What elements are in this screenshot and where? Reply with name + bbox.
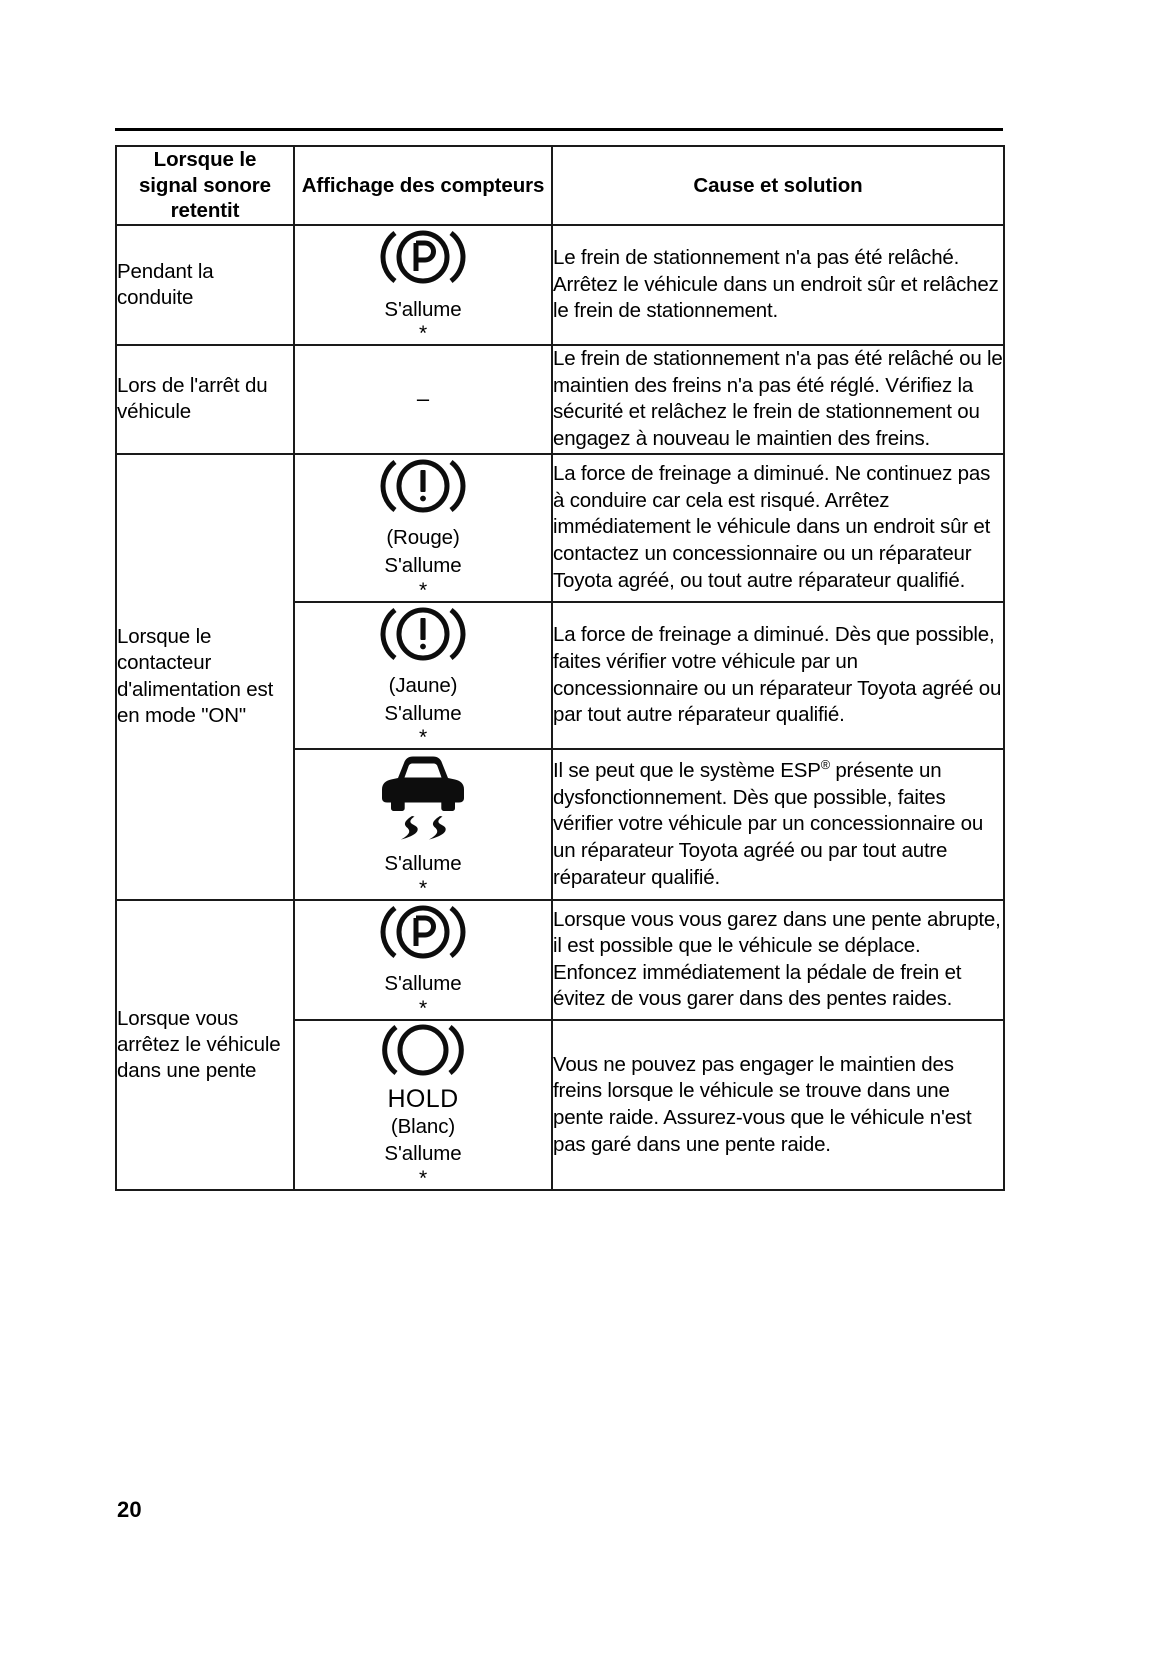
hold-text-label: HOLD [387, 1084, 459, 1113]
display-color-label: (Rouge) [386, 526, 460, 550]
header-line-1: Lorsque le [153, 148, 257, 171]
column-header-cause: Cause et solution [552, 146, 1004, 225]
display-label: S'allume [384, 1142, 462, 1166]
cause-cell: Le frein de stationnement n'a pas été relâché. Arrêtez le véhicule dans un endroit sûr et relâchez le frein de stationnement. [552, 225, 1004, 345]
brake-warning-exclamation-icon [295, 603, 551, 672]
header-line-2: signal sonore [139, 173, 271, 197]
display-label: S'allume [384, 297, 462, 321]
table-row [116, 454, 1004, 602]
parking-brake-p-icon [295, 226, 551, 295]
cause-cell: La force de freinage a diminué. Ne continuez pas à conduire car cela est risqué. Arrêtez immédiatement le véhicule dans un endroit sûr et contactez un concessionnaire ou un réparateur Toyota agréé, ou tout autre réparateur qualifié. [552, 454, 1004, 602]
display-cell-brake-warning-red [294, 454, 552, 602]
display-cell-none [294, 345, 552, 454]
parking-brake-p-icon [295, 901, 551, 970]
cause-cell: Lorsque vous vous garez dans une pente abrupte, il est possible que le véhicule se déplace. Enfoncez immédiatement la pédale de frein et évitez de vous garer dans des pentes raides. [552, 900, 1004, 1020]
cause-text-after-reg: présente un dysfonctionnement. Dès que possible, faites vérifier votre véhicule par un concessionnaire ou un réparateur Toyota agréé ou par tout autre réparateur qualifié. [553, 758, 984, 889]
column-header-condition [116, 146, 294, 225]
table-row [116, 345, 1004, 454]
condition-cell-slope: Lorsque vous arrêtez le véhicule dans une pente [116, 900, 294, 1190]
display-label: S'allume [384, 972, 462, 996]
column-header-display: Affichage des compteurs [294, 146, 552, 225]
page-number: 20 [117, 1497, 142, 1522]
display-cell-parking-brake-slope [294, 900, 552, 1020]
table-row [116, 900, 1004, 1020]
brake-hold-icon [295, 1021, 551, 1086]
display-cell-esp [294, 749, 552, 899]
footnote-asterisk: * [418, 578, 428, 602]
display-label: S'allume [384, 701, 462, 725]
footnote-asterisk: * [418, 996, 428, 1020]
cause-text-before-reg: Il se peut que le système ESP [553, 758, 821, 782]
cause-cell: La force de freinage a diminué. Dès que possible, faites vérifier votre véhicule par un concessionnaire ou un réparateur Toyota agréé ou par tout autre réparateur qualifié. [552, 602, 1004, 750]
footnote-asterisk: * [418, 726, 428, 750]
display-label: S'allume [384, 852, 462, 876]
condition-cell-driving: Pendant la conduite [116, 225, 294, 345]
registered-trademark-icon: ® [820, 757, 830, 773]
table-header-row [116, 146, 1004, 225]
display-cell-brake-hold [294, 1020, 552, 1190]
warning-indicators-table [115, 145, 1005, 1191]
table-row [116, 225, 1004, 345]
footnote-asterisk: * [418, 876, 428, 900]
display-label: S'allume [384, 553, 462, 577]
display-color-label: (Blanc) [390, 1114, 456, 1138]
header-rule [115, 128, 1003, 131]
cause-cell: Vous ne pouvez pas engager le maintien des freins lorsque le véhicule se trouve dans une pente raide. Assurez-vous que le véhicule n'est pas garé dans une pente raide. [552, 1020, 1004, 1190]
display-cell-brake-warning-yellow [294, 602, 552, 750]
header-line-3: retentit [170, 199, 240, 223]
no-display-dash: – [416, 386, 430, 412]
condition-cell-stopping: Lors de l'arrêt du véhicule [116, 345, 294, 454]
footnote-asterisk: * [418, 1167, 428, 1191]
footnote-asterisk: * [418, 322, 428, 346]
esp-skid-car-icon [295, 750, 551, 849]
condition-cell-power-on: Lorsque le contacteur d'alimentation est en mode "ON" [116, 454, 294, 900]
display-color-label: (Jaune) [388, 674, 458, 698]
cause-cell: Le frein de stationnement n'a pas été relâché ou le maintien des freins n'a pas été réglé. Vérifiez la sécurité et relâchez le frein de stationnement ou engagez à nouveau le maintien des freins. [552, 345, 1004, 454]
brake-warning-exclamation-icon [295, 455, 551, 524]
display-cell-parking-brake [294, 225, 552, 345]
cause-cell [552, 749, 1004, 899]
